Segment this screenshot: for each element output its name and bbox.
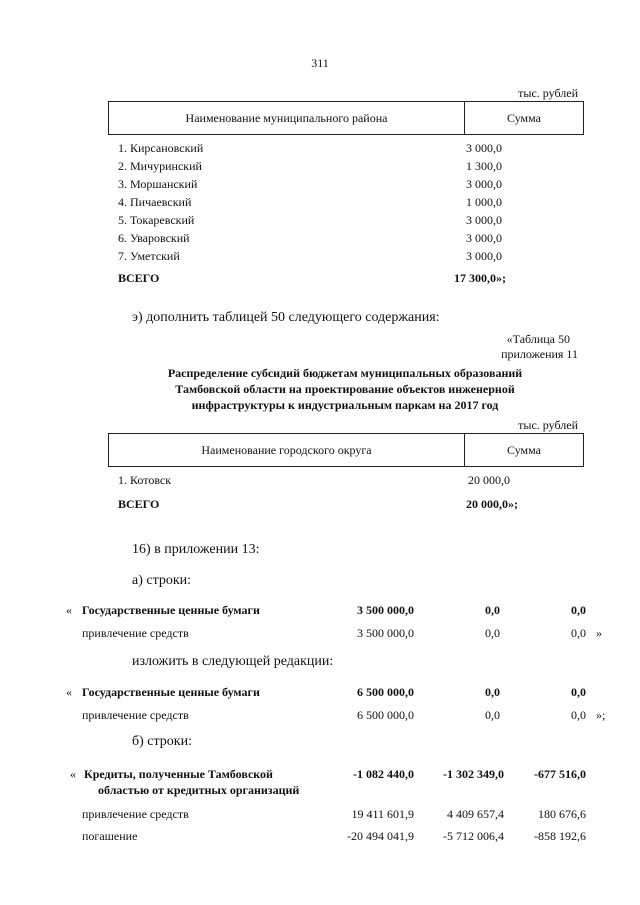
block-a-old-val2: 0,0 [485,603,500,617]
table-row-value: 1 300,0 [466,159,502,173]
block-a-new-title: Государственные ценные бумаги [82,685,260,699]
block-a-new-val2: 0,0 [485,685,500,699]
block-b-row-label: привлечение средств [82,807,189,821]
page-number: 311 [311,56,329,70]
block-a-new-sub-label: привлечение средств [82,708,189,722]
table49-total-label: ВСЕГО [118,271,160,285]
table50-header-name: Наименование городского округа [201,442,372,457]
table49-total-value: 17 300,0»; [454,271,506,285]
block-b-title-line2: областью от кредитных организаций [98,783,300,797]
table-row-value: 3 000,0 [466,231,502,245]
block-b-val1: -1 082 440,0 [353,767,414,781]
block-a-old-sub-val1: 3 500 000,0 [357,626,414,640]
table-row-value: 1 000,0 [466,195,502,209]
table50-title-line3: инфраструктуры к индустриальным паркам на 2017 год [191,398,499,412]
table49-header [108,101,584,135]
block-a-new-sub-val1: 6 500 000,0 [357,708,414,722]
table-row-value: 3 000,0 [466,213,502,227]
table-row-label: 7. Уметский [118,249,180,263]
block-a-old-sub-val3: 0,0 [571,626,586,640]
block-b-row-val1: -20 494 041,9 [347,829,414,843]
block-b-row-val2: 4 409 657,4 [447,807,504,821]
table-row-value: 3 000,0 [466,249,502,263]
quote-open: « [66,685,72,699]
block-a-old-title: Государственные ценные бумаги [82,603,260,617]
table-row-label: 4. Пичаевский [118,195,192,209]
block-b-val2: -1 302 349,0 [443,767,504,781]
table-row-label: 1. Кирсановский [118,141,204,155]
item-a-text: а) строки: [132,573,192,588]
table49-unit: тыс. рублей [518,86,578,100]
block-b-row-val3: 180 676,6 [538,807,586,821]
table-row-value: 20 000,0 [468,473,510,487]
block-b-row-val2: -5 712 006,4 [443,829,504,843]
table-row-label: 1. Котовск [118,473,172,487]
table50-header [108,433,584,467]
table50-ref-line1: «Таблица 50 [506,332,570,346]
table-row-label: 2. Мичуринский [118,159,202,173]
block-b-val3: -677 516,0 [534,767,586,781]
block-a-old-val1: 3 500 000,0 [357,603,414,617]
block-a-new-sub-val3: 0,0 [571,708,586,722]
table50-title-line1: Распределение субсидий бюджетам муниципальных образований [167,366,523,380]
item-e-text: э) дополнить таблицей 50 следующего содержания: [132,310,440,325]
block-b-row-val3: -858 192,6 [534,829,586,843]
block-b-title-line1: Кредиты, полученные Тамбовской [84,767,273,781]
table50-ref-line2: приложения 11 [501,347,578,361]
table49-header-name: Наименование муниципального района [185,110,388,125]
quote-open: « [66,603,72,617]
table-row-label: 3. Моршанский [118,177,198,191]
block-a-old-val3: 0,0 [571,603,586,617]
replace-text: изложить в следующей редакции: [132,654,334,669]
quote-close: » [596,626,602,640]
block-a-old-sub-label: привлечение средств [82,626,189,640]
block-a-old-sub-val2: 0,0 [485,626,500,640]
block-b-row-label: погашение [82,829,138,843]
table50-total-value: 20 000,0»; [466,497,518,511]
table-row-value: 3 000,0 [466,141,502,155]
table-row-value: 3 000,0 [466,177,502,191]
quote-close: »; [596,708,606,722]
table50-title-line2: Тамбовской области на проектирование объектов инженерной [175,382,515,396]
table50-unit: тыс. рублей [518,418,578,432]
table49-header-sum: Сумма [507,110,541,125]
quote-open: « [70,767,76,781]
block-a-new-sub-val2: 0,0 [485,708,500,722]
table-row-label: 5. Токаревский [118,213,195,227]
table50-total-label: ВСЕГО [118,497,160,511]
block-a-new-val1: 6 500 000,0 [357,685,414,699]
item-b-text: б) строки: [132,734,192,749]
item-16-text: 16) в приложении 13: [132,542,260,557]
table50-header-sum: Сумма [507,442,541,457]
table-row-label: 6. Уваровский [118,231,190,245]
block-b-row-val1: 19 411 601,9 [351,807,414,821]
block-a-new-val3: 0,0 [571,685,586,699]
